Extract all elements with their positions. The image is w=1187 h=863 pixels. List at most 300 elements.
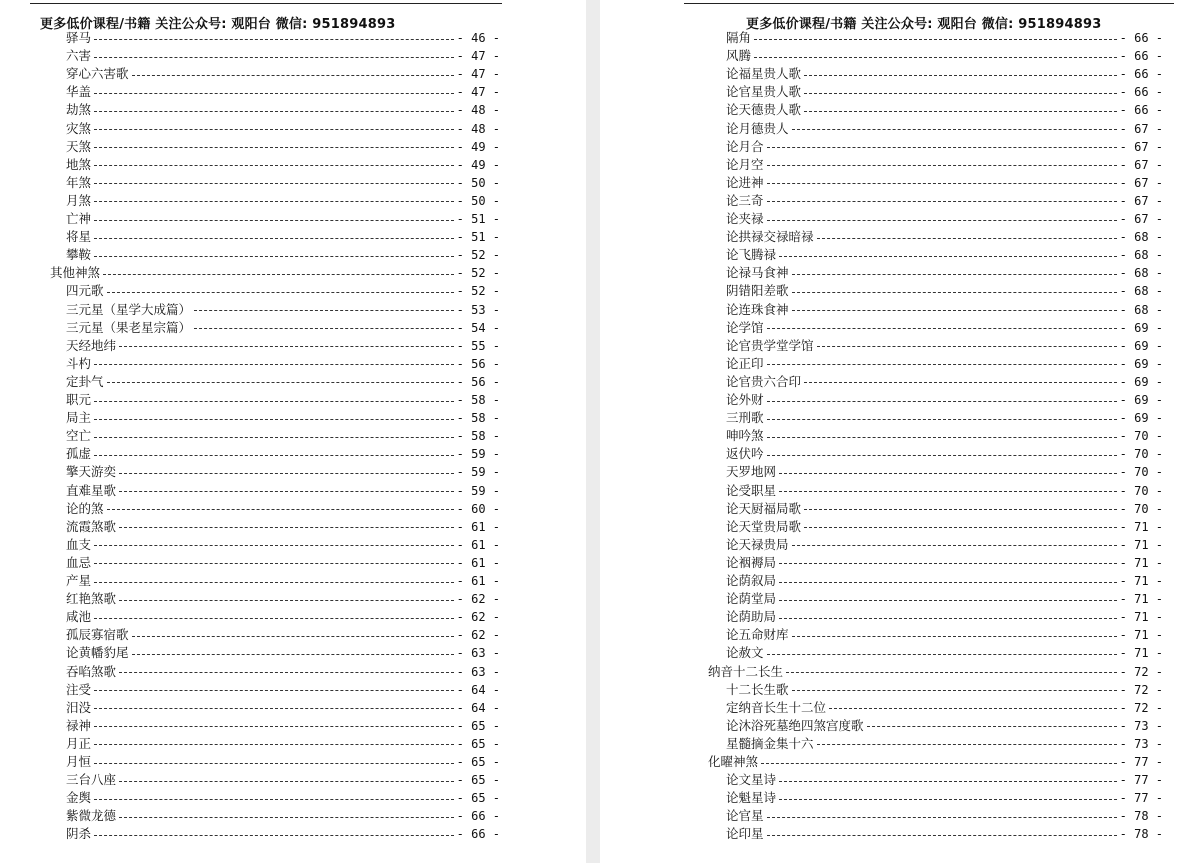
toc-entry[interactable] bbox=[726, 120, 1163, 138]
toc-entry-title: 论魁星诗 bbox=[726, 790, 777, 806]
toc-entry[interactable] bbox=[726, 337, 1163, 355]
toc-entry[interactable] bbox=[66, 427, 500, 445]
toc-entry-page-number: - 68 - bbox=[1119, 248, 1163, 263]
toc-entry[interactable] bbox=[66, 83, 500, 101]
toc-entry-title: 论官星 bbox=[726, 808, 764, 824]
toc-entry-title: 论天德贵人歌 bbox=[726, 102, 802, 118]
dot-leader bbox=[119, 491, 454, 492]
toc-entry-title: 风腾 bbox=[726, 48, 752, 64]
toc-entry-title: 论五命财库 bbox=[726, 627, 789, 643]
toc-entry-title: 论荫堂局 bbox=[726, 591, 777, 607]
toc-entry[interactable] bbox=[66, 825, 500, 843]
dot-leader bbox=[107, 292, 454, 293]
toc-entry[interactable] bbox=[726, 65, 1163, 83]
toc-entry[interactable] bbox=[726, 29, 1163, 47]
toc-entry-page-number: - 72 - bbox=[1119, 664, 1163, 679]
dot-leader bbox=[94, 111, 454, 112]
toc-entry-title: 论正印 bbox=[726, 355, 764, 371]
toc-entry[interactable] bbox=[66, 518, 500, 536]
toc-entry[interactable] bbox=[66, 753, 500, 771]
toc-entry-page-number: - 71 - bbox=[1119, 610, 1163, 625]
dot-leader bbox=[94, 835, 454, 836]
toc-entry[interactable] bbox=[66, 228, 500, 246]
toc-entry[interactable] bbox=[726, 807, 1163, 825]
toc-entry-page-number: - 49 - bbox=[456, 139, 500, 154]
toc-entry-page-number: - 51 - bbox=[456, 230, 500, 245]
toc-entry[interactable] bbox=[66, 626, 500, 644]
toc-entry-page-number: - 50 - bbox=[456, 193, 500, 208]
toc-entry[interactable] bbox=[726, 301, 1163, 319]
dot-leader bbox=[779, 781, 1117, 782]
toc-entry[interactable] bbox=[726, 500, 1163, 518]
dot-leader bbox=[792, 310, 1117, 311]
toc-entry[interactable] bbox=[66, 29, 500, 47]
dot-leader bbox=[767, 220, 1117, 221]
toc-entry[interactable] bbox=[66, 463, 500, 481]
toc-entry-title: 亡神 bbox=[66, 211, 92, 226]
toc-entry-page-number: - 77 - bbox=[1119, 773, 1163, 788]
toc-entry-title: 论月空 bbox=[726, 156, 764, 172]
dot-leader bbox=[107, 382, 454, 383]
toc-entry[interactable] bbox=[726, 264, 1163, 282]
toc-entry-page-number: - 60 - bbox=[456, 501, 500, 516]
dot-leader bbox=[817, 744, 1117, 745]
dot-leader bbox=[767, 455, 1117, 456]
dot-leader bbox=[779, 491, 1117, 492]
toc-entry-title: 三元星（果老星宗篇） bbox=[66, 319, 192, 335]
toc-entry-title: 四元歌 bbox=[66, 283, 104, 299]
toc-entry-page-number: - 69 - bbox=[1119, 320, 1163, 335]
toc-entry-page-number: - 51 - bbox=[456, 212, 500, 226]
toc-entry-page-number: - 67 - bbox=[1119, 175, 1163, 190]
toc-entry-title: 红艳煞歌 bbox=[66, 591, 117, 607]
dot-leader bbox=[767, 183, 1117, 184]
toc-entry-title: 隔角 bbox=[726, 30, 752, 45]
toc-entry-page-number: - 62 - bbox=[456, 592, 500, 607]
toc-entry[interactable] bbox=[66, 409, 500, 427]
toc-entry-title: 论赦文 bbox=[726, 645, 764, 661]
toc-entry-title: 其他神煞 bbox=[50, 265, 101, 281]
toc-entry-page-number: - 70 - bbox=[1119, 447, 1163, 462]
toc-entry-title: 星髓摘金集十六 bbox=[726, 735, 814, 751]
dot-leader bbox=[194, 310, 454, 311]
toc-entry[interactable] bbox=[66, 101, 500, 119]
toc-entry-page-number: - 62 - bbox=[456, 610, 500, 625]
toc-entry-title: 咸池 bbox=[66, 609, 92, 625]
toc-entry-page-number: - 61 - bbox=[456, 555, 500, 570]
dot-leader bbox=[767, 401, 1117, 402]
toc-entry-title: 论三奇 bbox=[726, 192, 764, 208]
toc-entry-title: 呻吟煞 bbox=[726, 428, 764, 444]
dot-leader bbox=[103, 274, 454, 275]
toc-entry-title: 论受职星 bbox=[726, 482, 777, 498]
toc-entry-title: 穿心六害歌 bbox=[66, 66, 129, 82]
dot-leader bbox=[767, 419, 1117, 420]
toc-entry-page-number: - 71 - bbox=[1119, 592, 1163, 607]
toc-entry-page-number: - 50 - bbox=[456, 175, 500, 190]
toc-entry-page-number: - 52 - bbox=[456, 266, 500, 281]
toc-entry-title: 论的煞 bbox=[66, 500, 104, 516]
toc-entry[interactable] bbox=[66, 391, 500, 409]
dot-leader bbox=[754, 57, 1117, 58]
dot-leader bbox=[786, 672, 1117, 673]
toc-entry-title: 劫煞 bbox=[66, 102, 92, 118]
toc-entry-title: 论天禄贵局 bbox=[726, 536, 789, 552]
toc-entry-page-number: - 77 - bbox=[1119, 791, 1163, 806]
toc-entry-page-number: - 56 - bbox=[456, 374, 500, 389]
toc-entry[interactable] bbox=[66, 156, 500, 174]
dot-leader bbox=[767, 201, 1117, 202]
left-page bbox=[0, 0, 586, 863]
toc-entry[interactable] bbox=[66, 319, 500, 337]
toc-entry[interactable] bbox=[726, 355, 1163, 373]
dot-leader bbox=[94, 57, 454, 58]
toc-entry-page-number: - 61 - bbox=[456, 574, 500, 588]
dot-leader bbox=[779, 563, 1117, 564]
toc-entry-page-number: - 53 - bbox=[456, 302, 500, 317]
top-rule bbox=[30, 3, 502, 4]
dot-leader bbox=[779, 600, 1117, 601]
toc-entry-page-number: - 78 - bbox=[1119, 827, 1163, 842]
toc-entry[interactable] bbox=[66, 373, 500, 391]
toc-entry-title: 定卦气 bbox=[66, 373, 104, 389]
toc-entry-page-number: - 67 - bbox=[1119, 193, 1163, 208]
toc-entry-page-number: - 77 - bbox=[1119, 755, 1163, 769]
toc-entry-title: 纳音十二长生 bbox=[708, 663, 784, 679]
toc-entry[interactable] bbox=[726, 138, 1163, 156]
toc-entry-page-number: - 61 - bbox=[456, 519, 500, 534]
page-header: 更多低价课程/书籍 关注公众号: 观阳台 微信: 951894893 bbox=[746, 17, 1102, 32]
dot-leader bbox=[804, 527, 1117, 528]
dot-leader bbox=[107, 509, 454, 510]
toc-entry-page-number: - 47 - bbox=[456, 67, 500, 82]
dot-leader bbox=[804, 382, 1117, 383]
dot-leader bbox=[792, 545, 1117, 546]
toc-entry-title: 三元星（星学大成篇） bbox=[66, 301, 192, 317]
toc-entry[interactable] bbox=[66, 138, 500, 156]
toc-entry-title: 金舆 bbox=[66, 790, 92, 806]
dot-leader bbox=[767, 437, 1117, 438]
toc-entry-title: 血支 bbox=[66, 536, 92, 552]
toc-entry[interactable] bbox=[726, 373, 1163, 391]
toc-entry[interactable] bbox=[66, 644, 500, 662]
toc-entry-title: 论天堂贵局歌 bbox=[726, 518, 802, 534]
toc-entry-title: 论印星 bbox=[726, 826, 764, 842]
toc-entry[interactable] bbox=[66, 500, 500, 518]
toc-entry[interactable] bbox=[66, 789, 500, 807]
toc-entry-title: 华盖 bbox=[66, 84, 92, 100]
toc-entry-page-number: - 63 - bbox=[456, 646, 500, 661]
dot-leader bbox=[132, 75, 454, 76]
toc-entry[interactable] bbox=[726, 735, 1163, 753]
toc-entry[interactable] bbox=[66, 355, 500, 373]
toc-entry[interactable] bbox=[726, 482, 1163, 500]
toc-entry-page-number: - 71 - bbox=[1119, 519, 1163, 534]
toc-entry[interactable] bbox=[66, 771, 500, 789]
toc-entry[interactable] bbox=[726, 228, 1163, 246]
dot-leader bbox=[804, 93, 1117, 94]
toc-entry[interactable] bbox=[708, 753, 1163, 771]
dot-leader bbox=[867, 726, 1117, 727]
toc-entry-title: 月恒 bbox=[66, 754, 92, 769]
toc-entry-page-number: - 58 - bbox=[456, 393, 500, 407]
toc-entry-title: 月正 bbox=[66, 735, 92, 751]
toc-entry-title: 论官贵学堂学馆 bbox=[726, 337, 814, 353]
dot-leader bbox=[94, 455, 454, 456]
toc-entry-page-number: - 59 - bbox=[456, 447, 500, 462]
toc-entry-page-number: - 66 - bbox=[1119, 103, 1163, 118]
dot-leader bbox=[194, 328, 454, 329]
dot-leader bbox=[792, 274, 1117, 275]
toc-entry-page-number: - 59 - bbox=[456, 465, 500, 480]
toc-entry[interactable] bbox=[726, 699, 1163, 717]
toc-entry[interactable] bbox=[66, 445, 500, 463]
toc-entry-title: 定纳音长生十二位 bbox=[726, 699, 827, 715]
toc-entry-title: 十二长生歌 bbox=[726, 681, 789, 697]
toc-entry-title: 地煞 bbox=[66, 156, 92, 172]
toc-entry-page-number: - 48 - bbox=[456, 103, 500, 118]
toc-entry-page-number: - 69 - bbox=[1119, 411, 1163, 426]
dot-leader bbox=[767, 654, 1117, 655]
toc-entry-page-number: - 69 - bbox=[1119, 338, 1163, 353]
dot-leader bbox=[94, 364, 454, 365]
toc-entry-page-number: - 54 - bbox=[456, 320, 500, 335]
toc-entry-title: 年煞 bbox=[66, 174, 92, 190]
toc-entry[interactable] bbox=[726, 789, 1163, 807]
toc-entry[interactable] bbox=[66, 590, 500, 608]
toc-entry[interactable] bbox=[726, 608, 1163, 626]
toc-entry-page-number: - 52 - bbox=[456, 248, 500, 263]
toc-entry-title: 论福星贵人歌 bbox=[726, 66, 802, 82]
toc-entry[interactable] bbox=[726, 717, 1163, 735]
toc-entry[interactable] bbox=[726, 319, 1163, 337]
page-header: 更多低价课程/书籍 关注公众号: 观阳台 微信: 951894893 bbox=[40, 17, 396, 32]
dot-leader bbox=[94, 618, 454, 619]
dot-leader bbox=[94, 129, 454, 130]
toc-entry-title: 汨没 bbox=[66, 699, 92, 715]
toc-entry-title: 孤虚 bbox=[66, 446, 92, 462]
toc-entry-title: 论月合 bbox=[726, 138, 764, 154]
dot-leader bbox=[804, 509, 1117, 510]
toc-entry-page-number: - 66 - bbox=[456, 809, 500, 824]
toc-entry-title: 论夹禄 bbox=[726, 211, 764, 226]
toc-entry-page-number: - 73 - bbox=[1119, 736, 1163, 751]
toc-entry-page-number: - 71 - bbox=[1119, 574, 1163, 588]
dot-leader bbox=[94, 147, 454, 148]
toc-entry-page-number: - 55 - bbox=[456, 338, 500, 353]
dot-leader bbox=[94, 220, 454, 221]
toc-entry-page-number: - 73 - bbox=[1119, 718, 1163, 733]
dot-leader bbox=[94, 799, 454, 800]
toc-entry-page-number: - 67 - bbox=[1119, 157, 1163, 172]
toc-entry[interactable] bbox=[726, 554, 1163, 572]
toc-entry-page-number: - 47 - bbox=[456, 49, 500, 64]
toc-entry[interactable] bbox=[726, 192, 1163, 210]
toc-entry-page-number: - 49 - bbox=[456, 157, 500, 172]
toc-entry-title: 论天厨福局歌 bbox=[726, 500, 802, 516]
toc-entry-page-number: - 56 - bbox=[456, 356, 500, 371]
toc-entry[interactable] bbox=[66, 120, 500, 138]
toc-entry[interactable] bbox=[726, 282, 1163, 300]
dot-leader bbox=[804, 75, 1117, 76]
toc-entry[interactable] bbox=[726, 463, 1163, 481]
dot-leader bbox=[792, 129, 1117, 130]
toc-entry[interactable] bbox=[66, 192, 500, 210]
dot-leader bbox=[94, 201, 454, 202]
toc-entry[interactable] bbox=[66, 246, 500, 264]
toc-entry-title: 三刑歌 bbox=[726, 410, 764, 426]
top-rule bbox=[684, 3, 1174, 4]
toc-entry[interactable] bbox=[66, 282, 500, 300]
toc-entry[interactable] bbox=[66, 536, 500, 554]
dot-leader bbox=[94, 39, 454, 40]
toc-entry-page-number: - 72 - bbox=[1119, 700, 1163, 715]
toc-entry-page-number: - 65 - bbox=[456, 736, 500, 751]
toc-entry-page-number: - 68 - bbox=[1119, 302, 1163, 317]
toc-entry[interactable] bbox=[726, 47, 1163, 65]
toc-entry[interactable] bbox=[66, 337, 500, 355]
toc-entry[interactable] bbox=[726, 83, 1163, 101]
toc-entry[interactable] bbox=[726, 626, 1163, 644]
dot-leader bbox=[792, 636, 1117, 637]
toc-entry-title: 天煞 bbox=[66, 138, 92, 154]
dot-leader bbox=[94, 183, 454, 184]
toc-entry-title: 职元 bbox=[66, 392, 92, 407]
toc-entry[interactable] bbox=[726, 644, 1163, 662]
toc-entry[interactable] bbox=[726, 825, 1163, 843]
toc-entry-title: 论沐浴死墓绝四煞宫度歌 bbox=[726, 717, 864, 733]
toc-entry-page-number: - 65 - bbox=[456, 755, 500, 769]
dot-leader bbox=[829, 708, 1117, 709]
toc-entry[interactable] bbox=[66, 174, 500, 192]
toc-entry[interactable] bbox=[66, 301, 500, 319]
toc-entry-page-number: - 52 - bbox=[456, 284, 500, 299]
dot-leader bbox=[119, 781, 454, 782]
toc-entry-title: 将星 bbox=[66, 229, 92, 245]
toc-entry-page-number: - 70 - bbox=[1119, 429, 1163, 444]
toc-entry-page-number: - 58 - bbox=[456, 429, 500, 444]
dot-leader bbox=[94, 763, 454, 764]
toc-entry[interactable] bbox=[726, 445, 1163, 463]
toc-entry-title: 论月德贵人 bbox=[726, 120, 789, 136]
dot-leader bbox=[94, 563, 454, 564]
toc-entry[interactable] bbox=[50, 264, 500, 282]
dot-leader bbox=[94, 545, 454, 546]
dot-leader bbox=[132, 636, 454, 637]
toc-entry-page-number: - 69 - bbox=[1119, 356, 1163, 371]
toc-entry-title: 论官贵六合印 bbox=[726, 373, 802, 389]
toc-entry-page-number: - 71 - bbox=[1119, 646, 1163, 661]
toc-entry-title: 孤辰寡宿歌 bbox=[66, 627, 129, 643]
toc-entry[interactable] bbox=[66, 65, 500, 83]
toc-entry-page-number: - 70 - bbox=[1119, 483, 1163, 498]
toc-entry-page-number: - 68 - bbox=[1119, 230, 1163, 245]
toc-entry[interactable] bbox=[726, 572, 1163, 590]
toc-entry[interactable] bbox=[66, 717, 500, 735]
toc-entry-title: 空亡 bbox=[66, 428, 92, 444]
toc-entry-page-number: - 66 - bbox=[1119, 85, 1163, 100]
toc-entry-page-number: - 65 - bbox=[456, 773, 500, 788]
toc-entry-page-number: - 62 - bbox=[456, 628, 500, 643]
toc-entry[interactable] bbox=[66, 663, 500, 681]
dot-leader bbox=[94, 93, 454, 94]
toc-entry-title: 产星 bbox=[66, 573, 92, 588]
toc-entry-title: 论文星诗 bbox=[726, 772, 777, 788]
toc-entry-title: 灾煞 bbox=[66, 120, 92, 136]
dot-leader bbox=[94, 401, 454, 402]
toc-entry[interactable] bbox=[66, 608, 500, 626]
toc-entry-page-number: - 71 - bbox=[1119, 555, 1163, 570]
dot-leader bbox=[792, 690, 1117, 691]
toc-entry[interactable] bbox=[66, 699, 500, 717]
toc-entry[interactable] bbox=[66, 210, 500, 228]
toc-entry-page-number: - 65 - bbox=[456, 791, 500, 806]
toc-entry[interactable] bbox=[726, 101, 1163, 119]
toc-entry[interactable] bbox=[66, 482, 500, 500]
toc-entry[interactable] bbox=[66, 681, 500, 699]
toc-entry-page-number: - 58 - bbox=[456, 411, 500, 426]
toc-entry[interactable] bbox=[726, 427, 1163, 445]
toc-entry[interactable] bbox=[726, 536, 1163, 554]
dot-leader bbox=[792, 292, 1117, 293]
toc-entry-title: 返伏吟 bbox=[726, 446, 764, 462]
toc-entry[interactable] bbox=[726, 409, 1163, 427]
toc-entry-title: 天经地纬 bbox=[66, 337, 117, 353]
toc-entry[interactable] bbox=[726, 156, 1163, 174]
dot-leader bbox=[94, 726, 454, 727]
toc-entry[interactable] bbox=[726, 518, 1163, 536]
dot-leader bbox=[119, 346, 454, 347]
dot-leader bbox=[94, 708, 454, 709]
toc-entry[interactable] bbox=[726, 681, 1163, 699]
dot-leader bbox=[767, 364, 1117, 365]
toc-entry[interactable] bbox=[66, 572, 500, 590]
dot-leader bbox=[767, 165, 1117, 166]
toc-entry-title: 月煞 bbox=[66, 192, 92, 208]
toc-entry[interactable] bbox=[708, 663, 1163, 681]
toc-entry[interactable] bbox=[726, 174, 1163, 192]
toc-entry-page-number: - 68 - bbox=[1119, 284, 1163, 299]
dot-leader bbox=[767, 835, 1117, 836]
toc-entry[interactable] bbox=[66, 47, 500, 65]
toc-entry-page-number: - 63 - bbox=[456, 664, 500, 679]
toc-entry[interactable] bbox=[726, 391, 1163, 409]
toc-entry[interactable] bbox=[726, 210, 1163, 228]
toc-entry-page-number: - 47 - bbox=[456, 85, 500, 100]
toc-entry-title: 吞啗煞歌 bbox=[66, 663, 117, 679]
dot-leader bbox=[94, 582, 454, 583]
toc-entry[interactable] bbox=[66, 735, 500, 753]
toc-entry-title: 论进神 bbox=[726, 174, 764, 190]
toc-entry[interactable] bbox=[66, 807, 500, 825]
toc-entry[interactable] bbox=[726, 590, 1163, 608]
toc-entry-title: 天罗地网 bbox=[726, 464, 777, 480]
toc-entry-title: 驿马 bbox=[66, 30, 92, 45]
toc-entry[interactable] bbox=[726, 771, 1163, 789]
dot-leader bbox=[94, 165, 454, 166]
dot-leader bbox=[119, 527, 454, 528]
dot-leader bbox=[804, 111, 1117, 112]
toc-entry-page-number: - 67 - bbox=[1119, 212, 1163, 226]
toc-entry-page-number: - 70 - bbox=[1119, 501, 1163, 516]
toc-entry[interactable] bbox=[66, 554, 500, 572]
dot-leader bbox=[761, 763, 1117, 764]
toc-entry[interactable] bbox=[726, 246, 1163, 264]
dot-leader bbox=[779, 473, 1117, 474]
toc-entry-title: 紫微龙德 bbox=[66, 808, 117, 824]
toc-entry-page-number: - 46 - bbox=[456, 31, 500, 45]
dot-leader bbox=[779, 618, 1117, 619]
